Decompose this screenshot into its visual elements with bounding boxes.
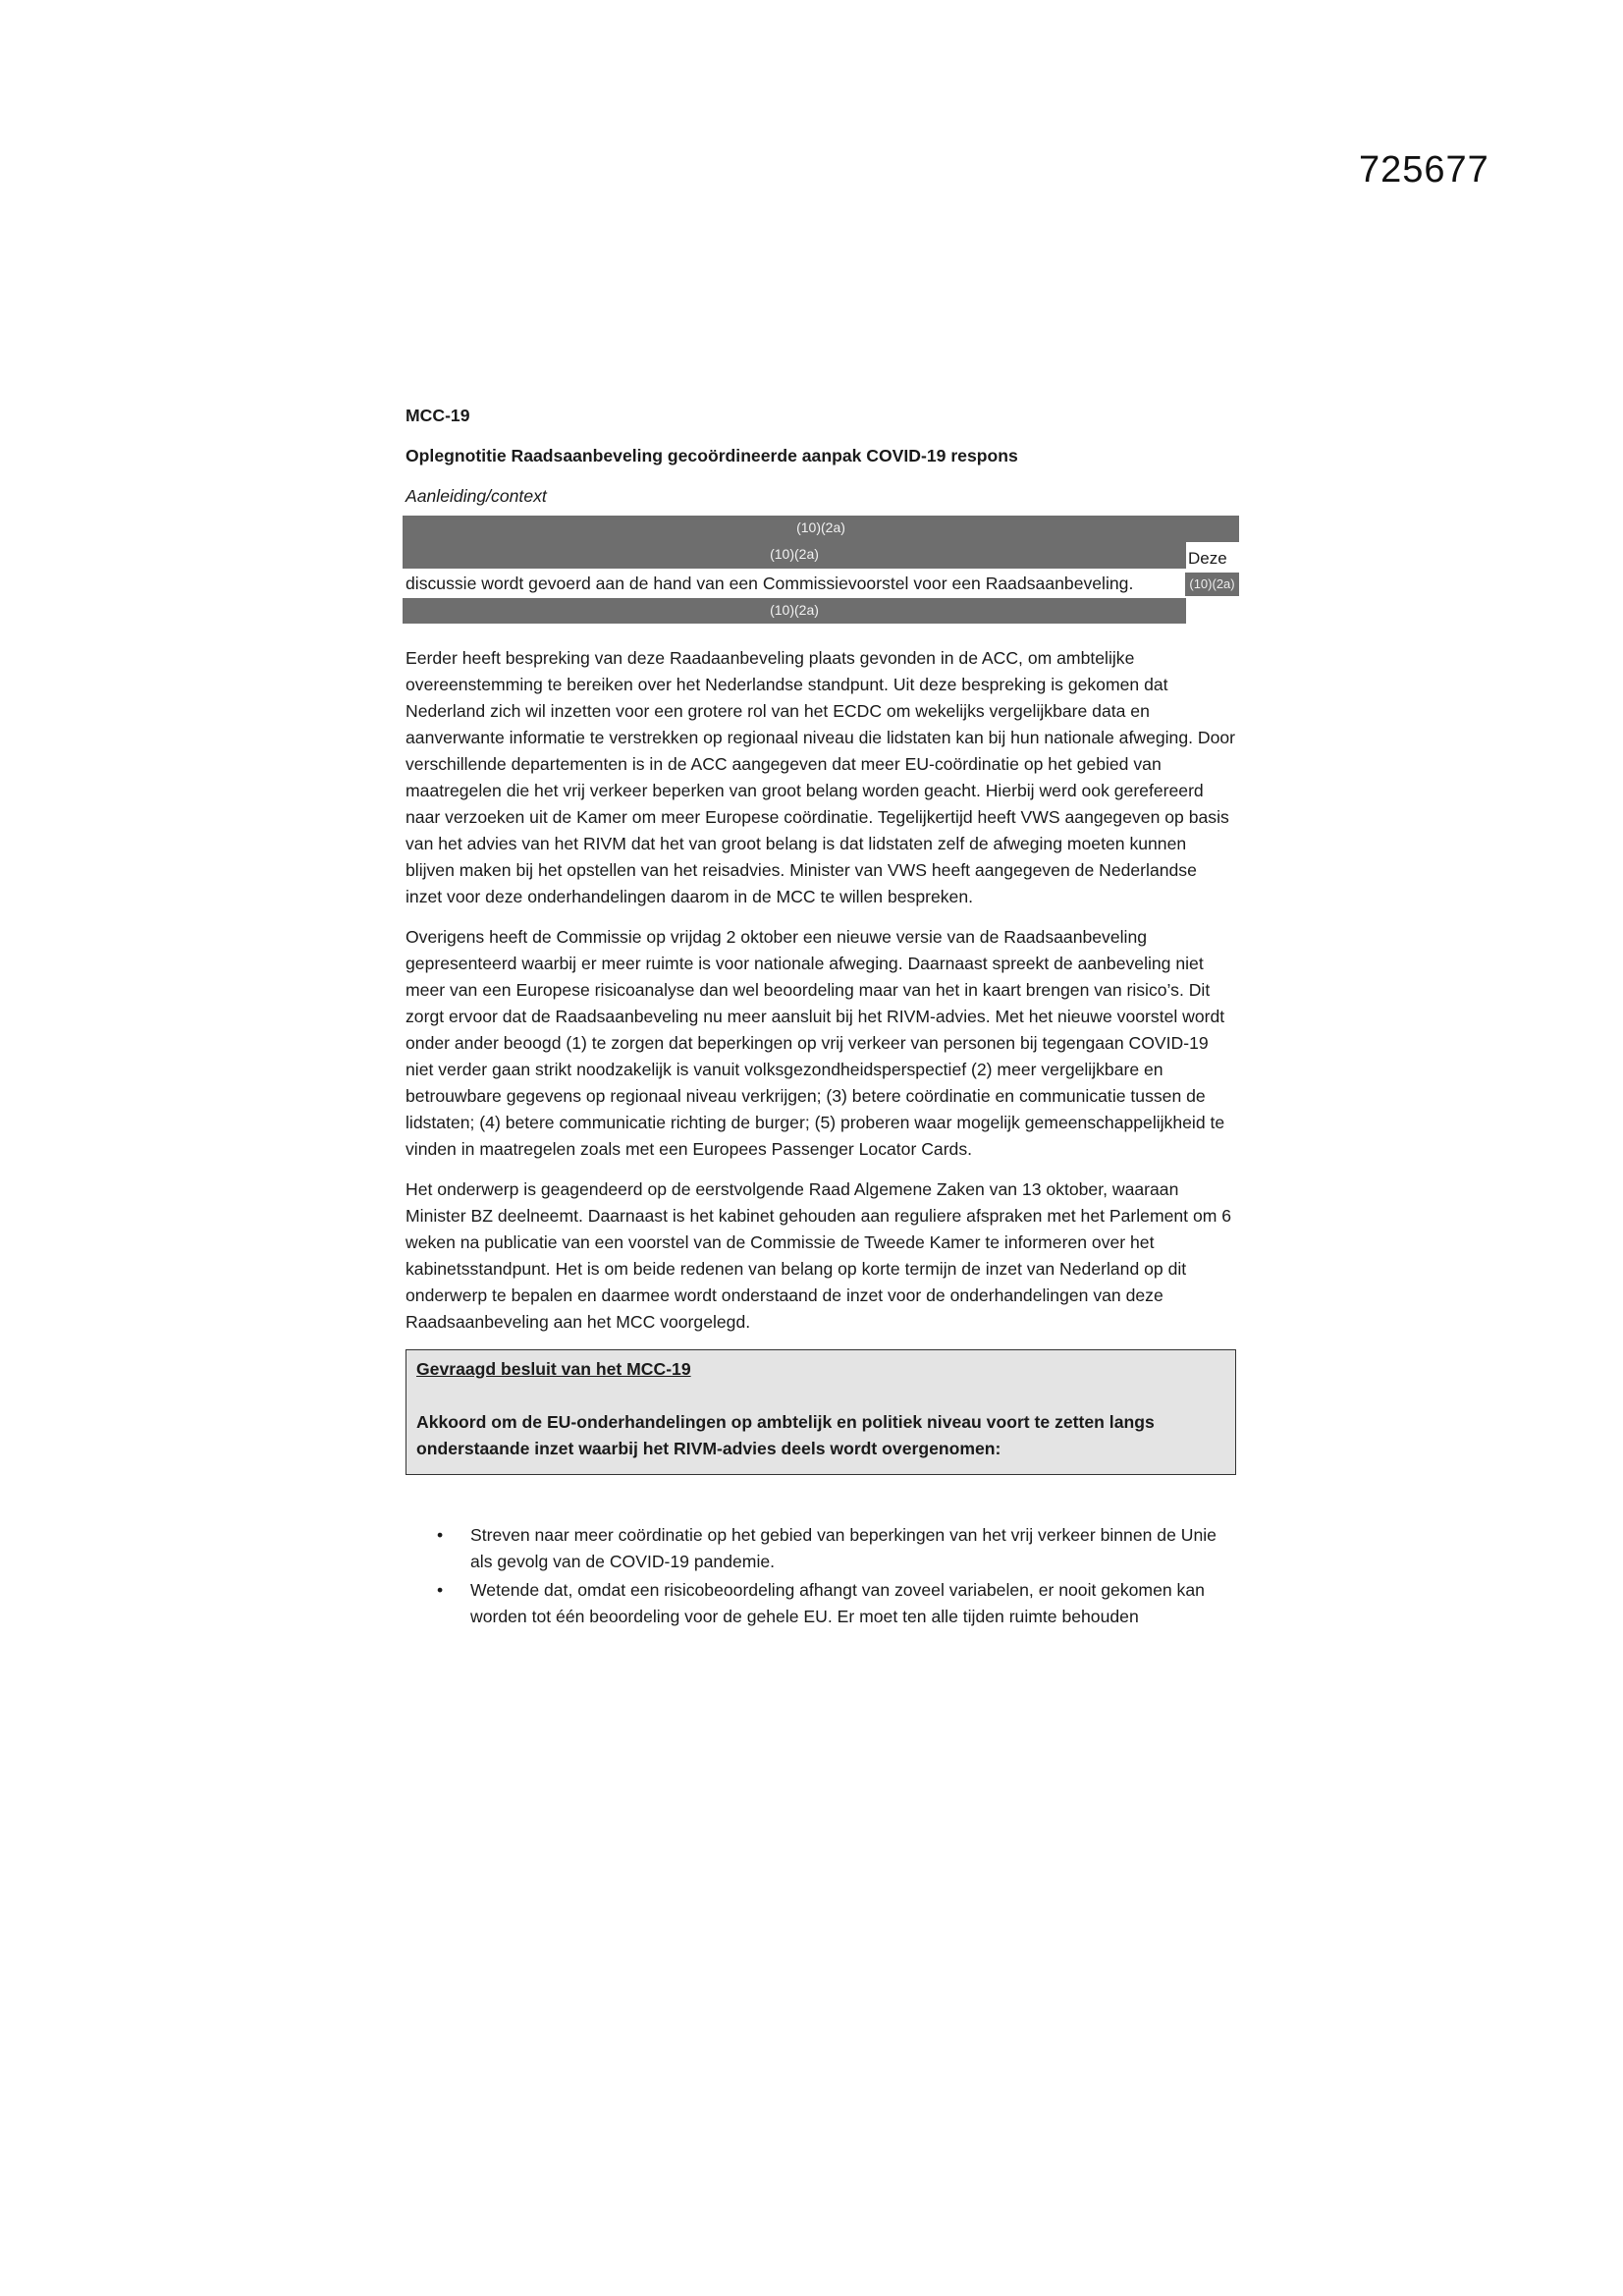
redaction-bar: (10)(2a) <box>403 516 1239 542</box>
list-item-text: Wetende dat, omdat een risicobeoordeling afhangt van zoveel variabelen, er nooit gekomen kan worden tot één beoordeling voor de gehele EU. Er moet ten alle tijden ruimte behouden <box>470 1580 1205 1626</box>
paragraph: Eerder heeft bespreking van deze Raadaanbeveling plaats gevonden in de ACC, om ambtelijke overeenstemming te bereiken over het Nederlandse standpunt. Uit deze bespreking is gekomen dat Nederland zich wil inzetten voor een grotere rol van het ECDC om wekelijks vergelijkbare data en aanverwante informatie te verstrekken op regionaal niveau die lidstaten kan bij hun nationale afweging. Door verschillende departementen is in de ACC aangegeven dat meer EU-coördinatie op het gebied van maatregelen die het vrij verkeer beperken van groot belang worden geacht. Hierbij werd ook gerefereerd naar verzoeken uit de Kamer om meer Europese coördinatie. Tegelijkertijd heeft VWS aangegeven op basis van het advies van het RIVM dat het van groot belang is dat lidstaten zelf de afweging moeten kunnen blijven maken bij het opstellen van het reisadvies. Minister van VWS heeft aangegeven de Nederlandse inzet voor deze onderhandelingen daarom in de MCC te willen bespreken. <box>406 648 1236 906</box>
document-title: Oplegnotitie Raadsaanbeveling gecoördineerde aanpak COVID-19 respons <box>406 446 1018 465</box>
redaction-text-fragment: Deze <box>1188 549 1227 568</box>
redaction-bar: (10)(2a) <box>1185 573 1239 596</box>
list-item <box>437 1522 1236 1575</box>
redaction-visible-line: discussie wordt gevoerd aan de hand van een Commissievoorstel voor een Raadsaanbeveling. <box>406 574 1134 593</box>
document-code: MCC-19 <box>406 406 470 425</box>
redacted-block <box>403 516 1239 631</box>
document-body <box>406 403 1236 1632</box>
redaction-bar: (10)(2a) <box>403 542 1186 569</box>
document-number: 725677 <box>1359 149 1489 191</box>
section-heading: Aanleiding/context <box>406 486 547 506</box>
bullet-icon: • <box>437 1525 444 1545</box>
decision-text: Akkoord om de EU-onderhandelingen op ambtelijk en politiek niveau voort te zetten langs onderstaande inzet waarbij het RIVM-advies deels wordt overgenomen: <box>416 1412 1155 1458</box>
redaction-bar: (10)(2a) <box>403 598 1186 624</box>
bullet-icon: • <box>437 1580 444 1600</box>
decision-box <box>406 1349 1236 1475</box>
paragraph: Overigens heeft de Commissie op vrijdag 2 oktober een nieuwe versie van de Raadsaanbeveling gepresenteerd waarbij er meer ruimte is voor nationale afweging. Daarnaast spreekt de aanbeveling niet meer van een Europese risicoanalyse dan wel beoordeling maar van het in kaart brengen van risico’s. Dit zorgt ervoor dat de Raadsaanbeveling nu meer aansluit bij het RIVM-advies. Met het nieuwe voorstel wordt onder ander beoogd (1) te zorgen dat beperkingen op vrij verkeer van personen bij tegengaan COVID-19 niet verder gaan strikt noodzakelijk is vanuit volksgezondheidsperspectief (2) meer vergelijkbare en betrouwbare gegevens op regionaal niveau verkrijgen; (3) betere coördinatie en communicatie tussen de lidstaten; (4) betere communicatie richting de burger; (5) proberen waar mogelijk gemeenschappelijkheid te vinden in maatregelen zoals met een Europees Passenger Locator Cards. <box>406 927 1225 1159</box>
decision-title: Gevraagd besluit van het MCC-19 <box>416 1359 691 1379</box>
list-item <box>437 1577 1236 1630</box>
list-item-text: Streven naar meer coördinatie op het gebied van beperkingen van het vrij verkeer binnen de Unie als gevolg van de COVID-19 pandemie. <box>470 1525 1217 1571</box>
bullet-list <box>406 1522 1236 1630</box>
paragraph: Het onderwerp is geagendeerd op de eerstvolgende Raad Algemene Zaken van 13 oktober, waaraan Minister BZ deelneemt. Daarnaast is het kabinet gehouden aan reguliere afspraken met het Parlement om 6 weken na publicatie van een voorstel van de Commissie de Tweede Kamer te informeren over het kabinetsstandpunt. Het is om beide redenen van belang op korte termijn de inzet van Nederland op dit onderwerp te bepalen en daarmee wordt onderstaand de inzet voor de onderhandelingen van deze Raadsaanbeveling aan het MCC voorgelegd. <box>406 1179 1232 1332</box>
